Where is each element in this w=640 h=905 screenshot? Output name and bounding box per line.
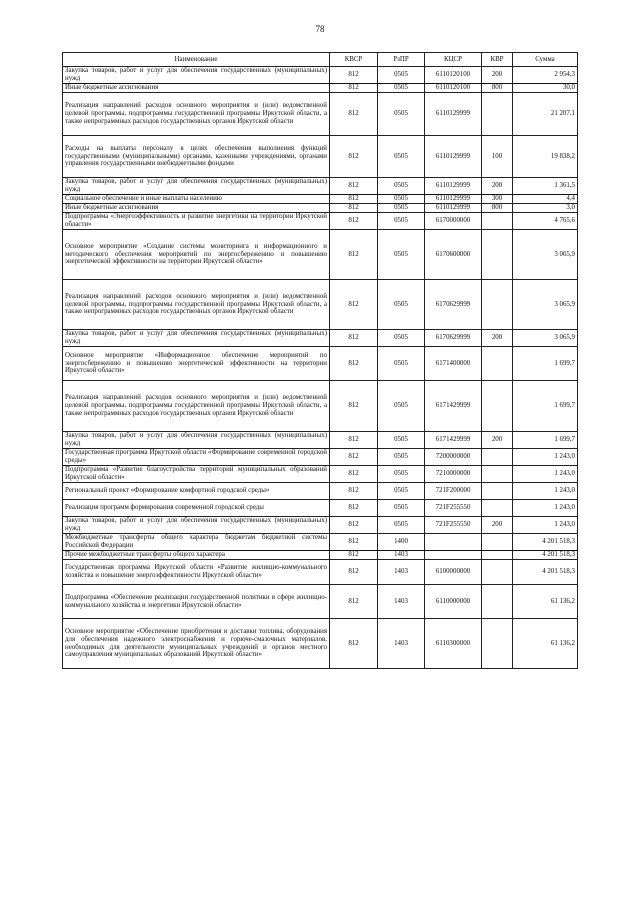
cell-sum: 1 243,0 <box>513 466 578 483</box>
cell-kvsr: 812 <box>330 585 378 619</box>
cell-kvr: 800 <box>482 84 513 93</box>
cell-kvr <box>482 551 513 560</box>
cell-sum: 21 207,1 <box>513 93 578 136</box>
cell-kcsr: 6110120100 <box>425 84 482 93</box>
cell-sum: 2 954,3 <box>513 67 578 84</box>
table-row <box>63 67 578 84</box>
cell-kvsr: 812 <box>330 432 378 449</box>
cell-kvsr: 812 <box>330 136 378 178</box>
table-row <box>63 585 578 619</box>
cell-name: Основное мероприятие «Создание системы мониторинга и информационного и методического обеспечения мероприятий по энергосбережению и повышению энергетической эффективности на территории Иркутской области» <box>63 230 330 280</box>
cell-kcsr: 6171429999 <box>425 381 482 432</box>
cell-kcsr: 6110129999 <box>425 178 482 195</box>
cell-name: Закупка товаров, работ и услуг для обеспечения государственных (муниципальных) нужд <box>63 432 330 449</box>
header-sum: Сумма <box>513 53 578 67</box>
cell-sum: 4,4 <box>513 195 578 204</box>
table-row <box>63 213 578 230</box>
cell-sum: 19 838,2 <box>513 136 578 178</box>
cell-name: Региональный проект «Формирование комфортной городской среды» <box>63 483 330 500</box>
cell-name: Государственная программа Иркутской области «Формирование современной городской среды» <box>63 449 330 466</box>
cell-kvsr: 812 <box>330 551 378 560</box>
cell-rzpr: 0505 <box>378 381 425 432</box>
cell-kcsr: 6110300000 <box>425 619 482 669</box>
cell-name: Расходы на выплаты персоналу в целях обеспечения выполнения функций государственными (муниципальными) органами, казенными учреждениями, органами управления государственными внебюджетными фондами <box>63 136 330 178</box>
cell-kvsr: 812 <box>330 500 378 517</box>
cell-sum: 1 243,0 <box>513 483 578 500</box>
cell-rzpr: 0505 <box>378 230 425 280</box>
cell-rzpr: 0505 <box>378 84 425 93</box>
cell-sum: 61 136,2 <box>513 585 578 619</box>
cell-kcsr: 6110129999 <box>425 195 482 204</box>
table-row <box>63 551 578 560</box>
cell-kvsr: 812 <box>330 347 378 381</box>
cell-rzpr: 0505 <box>378 93 425 136</box>
cell-kvr <box>482 466 513 483</box>
cell-kcsr: 721F255550 <box>425 500 482 517</box>
cell-kvr <box>482 230 513 280</box>
table-row <box>63 195 578 204</box>
cell-sum: 3 065,9 <box>513 280 578 330</box>
cell-rzpr: 0505 <box>378 483 425 500</box>
cell-kvsr: 812 <box>330 619 378 669</box>
cell-sum: 3 065,9 <box>513 330 578 347</box>
table-row <box>63 449 578 466</box>
cell-kvr: 200 <box>482 178 513 195</box>
table-row <box>63 230 578 280</box>
cell-sum: 1 243,0 <box>513 517 578 534</box>
cell-sum: 4 201 518,3 <box>513 534 578 551</box>
cell-name: Закупка товаров, работ и услуг для обеспечения государственных (муниципальных) нужд <box>63 517 330 534</box>
cell-rzpr: 1403 <box>378 585 425 619</box>
header-kvsr: КВСР <box>330 53 378 67</box>
table-row <box>63 330 578 347</box>
cell-kcsr: 6110120100 <box>425 67 482 84</box>
cell-name: Подпрограмма «Энергоэффективность и развитие энергетики на территории Иркутской области» <box>63 213 330 230</box>
cell-sum: 1 361,5 <box>513 178 578 195</box>
cell-sum: 1 699,7 <box>513 347 578 381</box>
cell-name: Государственная программа Иркутской области «Развитие жилищно-коммунального хозяйства и повышение энергоэффективности Иркутской области» <box>63 560 330 585</box>
cell-kvr <box>482 619 513 669</box>
cell-kvr <box>482 534 513 551</box>
cell-kvr <box>482 347 513 381</box>
cell-rzpr: 0505 <box>378 195 425 204</box>
cell-kcsr: 6110000000 <box>425 585 482 619</box>
cell-name: Закупка товаров, работ и услуг для обеспечения государственных (муниципальных) нужд <box>63 67 330 84</box>
table-row <box>63 178 578 195</box>
table-row <box>63 93 578 136</box>
cell-kvsr: 812 <box>330 67 378 84</box>
header-rzpr: РзПР <box>378 53 425 67</box>
table-row <box>63 432 578 449</box>
cell-kcsr: 6170000000 <box>425 213 482 230</box>
cell-kvr: 200 <box>482 517 513 534</box>
cell-kvsr: 812 <box>330 466 378 483</box>
cell-rzpr: 0505 <box>378 347 425 381</box>
cell-kvsr: 812 <box>330 195 378 204</box>
header-kvr: КВР <box>482 53 513 67</box>
table-row <box>63 381 578 432</box>
cell-rzpr: 0505 <box>378 432 425 449</box>
cell-rzpr: 0505 <box>378 204 425 213</box>
cell-kvsr: 812 <box>330 534 378 551</box>
cell-sum: 30,0 <box>513 84 578 93</box>
cell-kvsr: 812 <box>330 560 378 585</box>
cell-kcsr: 6170600000 <box>425 230 482 280</box>
cell-name: Реализация направлений расходов основного мероприятия и (или) ведомственной целевой программы, подпрограммы государственной программы Иркутской области, а также непрограммных расходов государственных органов Иркутской области <box>63 93 330 136</box>
cell-sum: 61 136,2 <box>513 619 578 669</box>
cell-kcsr: 6170629999 <box>425 330 482 347</box>
cell-kvsr: 812 <box>330 483 378 500</box>
cell-kcsr <box>425 551 482 560</box>
cell-rzpr: 0505 <box>378 500 425 517</box>
table-row <box>63 136 578 178</box>
cell-kcsr: 721F255550 <box>425 517 482 534</box>
table-row <box>63 534 578 551</box>
table-row <box>63 500 578 517</box>
cell-kvsr: 812 <box>330 178 378 195</box>
cell-kvsr: 812 <box>330 280 378 330</box>
cell-kvr <box>482 449 513 466</box>
table-row <box>63 619 578 669</box>
cell-kvr: 100 <box>482 136 513 178</box>
cell-name: Закупка товаров, работ и услуг для обеспечения государственных (муниципальных) нужд <box>63 330 330 347</box>
table-row <box>63 84 578 93</box>
cell-kvr <box>482 483 513 500</box>
cell-name: Реализация направлений расходов основного мероприятия и (или) ведомственной целевой программы, подпрограммы государственной программы Иркутской области, а также непрограммных расходов государственных органов Иркутской области <box>63 280 330 330</box>
table-row <box>63 280 578 330</box>
cell-name: Иные бюджетные ассигнования <box>63 204 330 213</box>
cell-kvr <box>482 213 513 230</box>
cell-kcsr: 6110129999 <box>425 136 482 178</box>
cell-kvr: 800 <box>482 204 513 213</box>
cell-kvr: 200 <box>482 67 513 84</box>
cell-kcsr: 6110129999 <box>425 93 482 136</box>
cell-rzpr: 0505 <box>378 517 425 534</box>
cell-kvr <box>482 560 513 585</box>
cell-kcsr: 6100000000 <box>425 560 482 585</box>
table-row <box>63 483 578 500</box>
table-row <box>63 560 578 585</box>
page-number: 78 <box>315 24 325 34</box>
cell-sum: 3 065,9 <box>513 230 578 280</box>
cell-kcsr: 721F200000 <box>425 483 482 500</box>
cell-sum: 1 699,7 <box>513 432 578 449</box>
cell-kvr <box>482 93 513 136</box>
cell-kvsr: 812 <box>330 330 378 347</box>
cell-kcsr: 6110129999 <box>425 204 482 213</box>
cell-kcsr: 7210000000 <box>425 466 482 483</box>
cell-rzpr: 1400 <box>378 534 425 551</box>
cell-sum: 4 765,6 <box>513 213 578 230</box>
cell-sum: 1 243,0 <box>513 500 578 517</box>
cell-name: Подпрограмма «Развитие благоустройства территорий муниципальных образований Иркутской области» <box>63 466 330 483</box>
cell-rzpr: 0505 <box>378 136 425 178</box>
cell-name: Закупка товаров, работ и услуг для обеспечения государственных (муниципальных) нужд <box>63 178 330 195</box>
cell-rzpr: 1403 <box>378 560 425 585</box>
table-row <box>63 204 578 213</box>
cell-kvr: 200 <box>482 330 513 347</box>
cell-rzpr: 0505 <box>378 466 425 483</box>
cell-kcsr: 6171400000 <box>425 347 482 381</box>
cell-name: Основное мероприятие «Информационное обеспечение мероприятий по энергосбережению и повышению энергетической эффективности на территории Иркутской области» <box>63 347 330 381</box>
cell-kvr: 300 <box>482 195 513 204</box>
cell-rzpr: 1403 <box>378 551 425 560</box>
cell-rzpr: 0505 <box>378 67 425 84</box>
cell-sum: 1 699,7 <box>513 381 578 432</box>
cell-kvsr: 812 <box>330 93 378 136</box>
cell-rzpr: 1403 <box>378 619 425 669</box>
cell-kcsr: 7200000000 <box>425 449 482 466</box>
cell-kvsr: 812 <box>330 381 378 432</box>
table-row <box>63 347 578 381</box>
cell-rzpr: 0505 <box>378 330 425 347</box>
header-kcsr: КЦСР <box>425 53 482 67</box>
cell-kvsr: 812 <box>330 84 378 93</box>
cell-kvsr: 812 <box>330 230 378 280</box>
cell-rzpr: 0505 <box>378 280 425 330</box>
cell-rzpr: 0505 <box>378 178 425 195</box>
cell-sum: 4 201 518,3 <box>513 551 578 560</box>
cell-kcsr: 6171429999 <box>425 432 482 449</box>
cell-name: Социальное обеспечение и иные выплаты населению <box>63 195 330 204</box>
cell-kvr: 200 <box>482 432 513 449</box>
cell-kvsr: 812 <box>330 204 378 213</box>
cell-kvr <box>482 381 513 432</box>
cell-name: Основное мероприятие «Обеспечение приобретения и доставки топлива, оборудования для обеспечения надежного электроснабжения и горюче-смазочных материалов, необходимых для деятельности муниципальных учреждений и органов местного самоуправления муниципальных образований Иркутской области» <box>63 619 330 669</box>
budget-table <box>62 52 578 669</box>
cell-kvsr: 812 <box>330 517 378 534</box>
cell-name: Прочие межбюджетные трансферты общего характера <box>63 551 330 560</box>
cell-name: Реализация направлений расходов основного мероприятия и (или) ведомственной целевой программы, подпрограммы государственной программы Иркутской области, а также непрограммных расходов государственных органов Иркутской области <box>63 381 330 432</box>
cell-kcsr: 6170629999 <box>425 280 482 330</box>
cell-name: Межбюджетные трансферты общего характера бюджетам бюджетной системы Российской Федерации <box>63 534 330 551</box>
cell-rzpr: 0505 <box>378 213 425 230</box>
header-name: Наименование <box>63 53 330 67</box>
cell-kvr <box>482 280 513 330</box>
cell-rzpr: 0505 <box>378 449 425 466</box>
cell-name: Реализация программ формирования современной городской среды <box>63 500 330 517</box>
table-header-row <box>63 53 578 67</box>
cell-kvr <box>482 500 513 517</box>
table-row <box>63 517 578 534</box>
cell-kvsr: 812 <box>330 449 378 466</box>
cell-kvsr: 812 <box>330 213 378 230</box>
cell-sum: 4 201 518,3 <box>513 560 578 585</box>
cell-kcsr <box>425 534 482 551</box>
table-row <box>63 466 578 483</box>
cell-name: Подпрограмма «Обеспечение реализации государственной политики в сфере жилищно-коммунального хозяйства и энергетики Иркутской области» <box>63 585 330 619</box>
cell-kvr <box>482 585 513 619</box>
cell-sum: 3,0 <box>513 204 578 213</box>
cell-name: Иные бюджетные ассигнования <box>63 84 330 93</box>
cell-sum: 1 243,0 <box>513 449 578 466</box>
